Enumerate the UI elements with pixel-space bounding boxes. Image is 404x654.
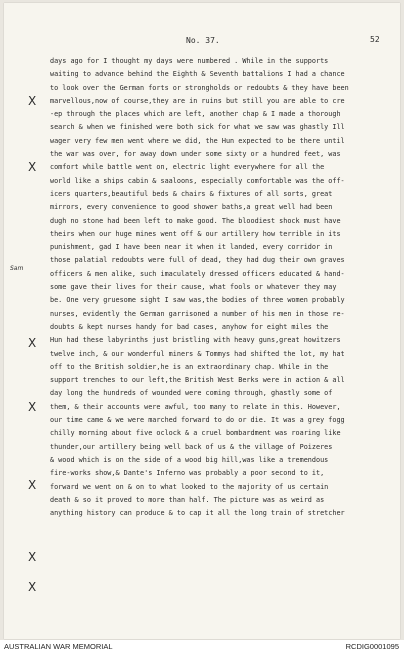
- text-line: death & so it proved to more than half. The picture was as weird as: [50, 495, 325, 504]
- text-line: comfort while battle went on, electric light everywhere for all the: [50, 163, 325, 172]
- text-line: day long the hundreds of wounded were coming through, ghastly some of: [50, 389, 333, 398]
- text-line: theirs when our huge mines went off & our artillery how terrible in its: [50, 229, 341, 238]
- text-line: some gave their lives for their cause, what fools or whatever they may: [50, 283, 337, 292]
- text-line: world like a ships cabin & saaloons, especially comfortable was the off-: [50, 176, 345, 185]
- margin-check-mark: X: [28, 400, 37, 414]
- text-line: mirrors, every convenience to good shower baths,a great well had been: [50, 203, 333, 212]
- margin-check-mark: X: [28, 478, 37, 492]
- text-line: marvellous,now of course,they are in ruins but still you are able to cre: [50, 96, 345, 105]
- diary-entry-number: No. 37.: [186, 36, 220, 45]
- margin-check-mark: X: [28, 580, 37, 594]
- typed-text-body: [50, 55, 394, 520]
- text-line: icers quarters,beautiful beds & chairs & fixtures of all sorts, great: [50, 189, 333, 198]
- text-line: -ep through the places which are left, another chap & I made a thorough: [50, 110, 341, 119]
- text-line: doubts & kept nurses handy for bad cases, anyhow for eight miles the: [50, 322, 329, 331]
- text-line: to look over the German forts or strongholds or redoubts & they have been: [50, 83, 349, 92]
- text-line: officers & men alike, such imaculately dressed officers educated & hand-: [50, 269, 345, 278]
- text-line: those palatial redoubts were full of dead, they had dug their own graves: [50, 256, 345, 265]
- archive-footer: [0, 640, 404, 654]
- text-line: & wood which is on the side of a wood big hill,was like a tremendous: [50, 455, 329, 464]
- text-line: our time came & we were marched forward to do or die. It was a grey fogg: [50, 416, 345, 425]
- text-line: the war was over, for away down under some sixty or a hundred feet, was: [50, 150, 341, 159]
- text-line: thunder,our artillery being well back of us & the village of Poizeres: [50, 442, 333, 451]
- document-id: RCDIG0001095: [345, 642, 399, 651]
- text-line: be. One very gruesome sight I saw was,the bodies of three women probably: [50, 296, 345, 305]
- margin-check-mark: X: [28, 160, 37, 174]
- text-line: Hun had these labyrinths just bristling with heavy guns,great howitzers: [50, 336, 341, 345]
- margin-note: Sam: [10, 265, 24, 272]
- text-line: off to the British soldier,he is an extraordinary chap. While in the: [50, 362, 329, 371]
- text-line: nurses, evidently the German garrisoned a number of his men in those re-: [50, 309, 345, 318]
- text-line: anything history can produce & to cap it all the long train of stretcher: [50, 509, 345, 518]
- text-line: them, & their accounts were awful, too many to relate in this. However,: [50, 402, 341, 411]
- text-line: waiting to advance behind the Eighth & Seventh battalions I had a chance: [50, 70, 345, 79]
- text-line: chilly morning about five oclock & a cruel bombardment was roaring like: [50, 429, 341, 438]
- archive-name: AUSTRALIAN WAR MEMORIAL: [4, 642, 113, 651]
- margin-check-mark: X: [28, 336, 37, 350]
- text-line: forward we went on & on to what looked to the majority of us certain: [50, 482, 329, 491]
- text-line: search & when we finished were both sick for what we saw was ghastly Ill: [50, 123, 345, 132]
- text-line: fire-works show,& Dante's Inferno was probably a poor second to it,: [50, 469, 325, 478]
- text-line: support trenches to our left,the British West Berks were in action & all: [50, 376, 345, 385]
- text-line: wager very few men went where we did, the Hun expected to be there until: [50, 136, 345, 145]
- text-line: dugh no stone had been left to make good. The bloodiest shock must have: [50, 216, 341, 225]
- margin-check-mark: X: [28, 550, 37, 564]
- page-number: 52: [370, 35, 380, 44]
- margin-check-mark: X: [28, 94, 37, 108]
- text-line: days ago for I thought my days were numbered . While in the supports: [50, 57, 329, 65]
- text-line: twelve inch, & our wonderful miners & Tommys had shifted the lot, my hat: [50, 349, 345, 358]
- text-line: punishment, gad I have been near it when it landed, every corridor in: [50, 243, 333, 252]
- document-page: [4, 3, 400, 639]
